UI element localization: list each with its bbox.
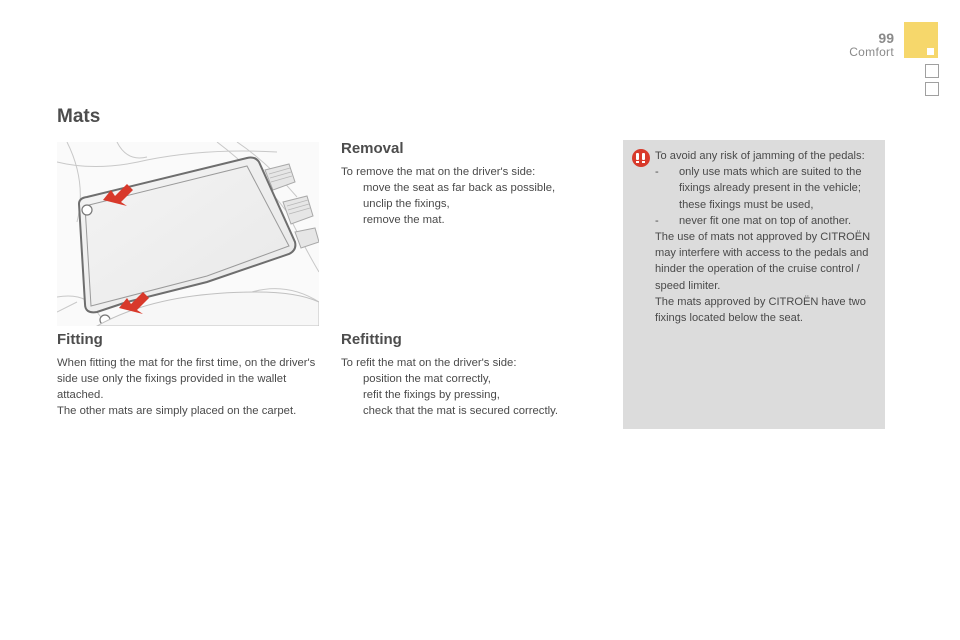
step-text: unclip the fixings, [363, 198, 450, 210]
list-item [341, 371, 591, 387]
nav-box-bottom [925, 82, 939, 96]
fitting-heading: Fitting [57, 331, 103, 348]
step-text: move the seat as far back as possible, [363, 182, 556, 194]
exclamation-warning-icon [632, 149, 650, 167]
step-text: remove the mat. [363, 214, 445, 226]
chapter-tab-marker [927, 48, 934, 55]
nav-box-top [925, 64, 939, 78]
chapter-tab [904, 22, 938, 58]
warning-text [655, 148, 877, 326]
dash-marker: - [655, 214, 659, 227]
refitting-steps [341, 371, 591, 419]
refitting-heading: Refitting [341, 331, 402, 348]
warning-icon-stroke [636, 153, 639, 160]
list-item [341, 403, 591, 419]
warning-icon-dot [636, 161, 639, 163]
fitting-paragraph: When fitting the mat for the first time, on the driver's side use only the fixings provided in the wallet attached. [57, 357, 316, 401]
list-item [341, 180, 591, 196]
warning-item-text: only use mats which are suited to the fixings already present in the vehicle; these fixings must be used, [679, 166, 862, 211]
warning-item [655, 164, 877, 213]
page-title: Mats [57, 106, 101, 127]
section-label: Comfort [849, 45, 894, 59]
warning-box [623, 140, 885, 429]
warning-intro: To avoid any risk of jamming of the pedals: [655, 150, 865, 162]
step-text: position the mat correctly, [363, 373, 491, 385]
list-item [341, 387, 591, 403]
step-text: refit the fixings by pressing, [363, 389, 500, 401]
removal-heading: Removal [341, 140, 404, 157]
page-number: 99 [878, 30, 894, 46]
warning-item [655, 213, 877, 229]
list-item [341, 196, 591, 212]
warning-note: The mats approved by CITROËN have two fixings located below the seat. [655, 295, 866, 325]
fitting-text [57, 355, 322, 419]
removal-intro: To remove the mat on the driver's side: [341, 166, 536, 178]
warning-item-text: never fit one mat on top of another. [679, 214, 852, 227]
dash-marker: - [655, 166, 659, 179]
step-text: check that the mat is secured correctly. [363, 405, 559, 417]
refitting-intro: To refit the mat on the driver's side: [341, 357, 517, 369]
list-item [341, 212, 591, 228]
fitting-paragraph: The other mats are simply placed on the carpet. [57, 405, 297, 417]
removal-steps [341, 180, 591, 228]
warning-icon-stroke [642, 153, 645, 160]
warning-note: The use of mats not approved by CITROËN may interfere with access to the pedals and hinder the operation of the cruise control / speed limiter. [655, 231, 871, 292]
warning-icon-dot [642, 161, 645, 163]
mat-illustration [57, 142, 319, 326]
